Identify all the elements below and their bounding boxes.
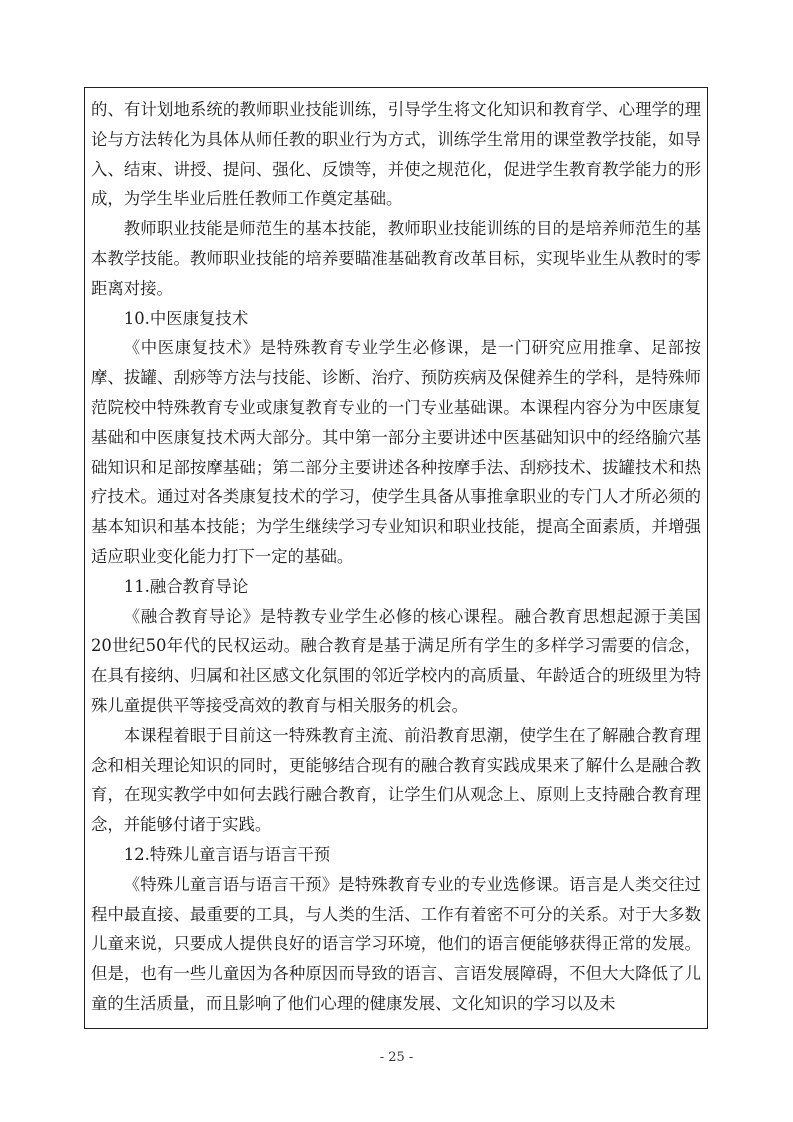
course-heading-inclusive-education: 11.融合教育导论 <box>123 576 249 596</box>
paragraph-tcm-rehab: 《中医康复技术》是特殊教育专业学生必修课，是一门研究应用推拿、足部按摩、拔罐、刮痧等方法与技能、诊断、治疗、预防疾病及保健养生的学科，是特殊师范院校中特殊教育专业或康复教育专业的一门专业基础课。本课程内容分为中医康复基础和中医康复技术两大部分。其中第一部分主要讲述中医基础知识中的经络腧穴基础知识和足部按摩基础；第二部分主要讲述各种按摩手法、刮痧技术、拔罐技术和热疗技术。通过对各类康复技术的学习，使学生具备从事推拿职业的专门人才所必须的基本知识和基本技能；为学生继续学习专业知识和职业技能，提高全面素质，并增强适应职业变化能力打下一定的基础。 <box>91 338 701 566</box>
paragraph-skills-training: 的、有计划地系统的教师职业技能训练，引导学生将文化知识和教育学、心理学的理论与方法转化为具体从师任教的职业行为方式，训练学生常用的课堂教学技能，如导入、结束、讲授、提问、强化、反馈等，并使之规范化，促进学生教育教学能力的形成，为学生毕业后胜任教师工作奠定基础。 <box>91 100 701 209</box>
paragraph-inclusive-intro: 《融合教育导论》是特教专业学生必修的核心课程。融合教育思想起源于美国20世纪50年代的民权运动。融合教育是基于满足所有学生的多样学习需要的信念，在具有接纳、归属和社区感文化氛围的邻近学校内的高质量、年龄适合的班级里为特殊儿童提供平等接受高效的教育与相关服务的机会。 <box>91 606 701 715</box>
course-heading-tcm-rehab: 10.中医康复技术 <box>123 308 249 328</box>
document-body <box>91 95 701 1019</box>
page-number: - 25 - <box>379 1050 414 1065</box>
paragraph-speech-language: 《特殊儿童言语与语言干预》是特殊教育专业的专业选修课。语言是人类交往过程中最直接、最重要的工具，与人类的生活、工作有着密不可分的关系。对于大多数儿童来说，只要成人提供良好的语言学习环境，他们的语言便能够获得正常的发展。但是，也有一些儿童因为各种原因而导致的语言、言语发展障碍，不但大大降低了儿童的生活质量，而且影响了他们心理的健康发展、文化知识的学习以及未 <box>91 874 701 1013</box>
course-heading-speech-language: 12.特殊儿童言语与语言干预 <box>123 844 331 864</box>
paragraph-teacher-skills: 教师职业技能是师范生的基本技能，教师职业技能训练的目的是培养师范生的基本教学技能。教师职业技能的培养要瞄准基础教育改革目标，实现毕业生从教时的零距离对接。 <box>91 219 701 298</box>
paragraph-inclusive-goals: 本课程着眼于目前这一特殊教育主流、前沿教育思潮，使学生在了解融合教育理念和相关理论知识的同时，更能够结合现有的融合教育实践成果来了解什么是融合教育，在现实教学中如何去践行融合教育，让学生们从观念上、原则上支持融合教育理念，并能够付诸于实践。 <box>91 725 701 835</box>
